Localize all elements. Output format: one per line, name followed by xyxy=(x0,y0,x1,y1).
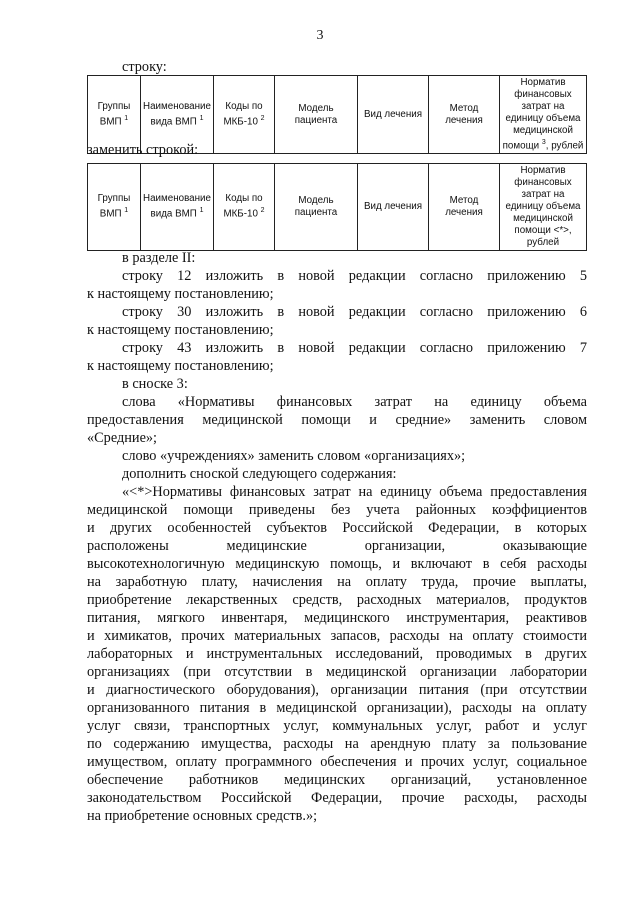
col-vmp-name: Наименование вида ВМП $^1$ xyxy=(141,164,214,251)
page-number: 3 xyxy=(316,28,324,43)
intro-line-2: заменить строкой: xyxy=(87,142,199,158)
body-line: обеспечение работников медицинских организаций, установленное xyxy=(87,772,587,788)
body-line: в сноске 3: xyxy=(122,376,188,392)
body-line: и химикатов, прочих материальных запасов, расходы на оплату стоимости xyxy=(87,628,587,644)
col-patient-model: Модель пациента xyxy=(275,76,358,154)
col-mkb-codes: Коды по МКБ-10 $^2$ xyxy=(214,76,275,154)
body-line: в разделе II: xyxy=(122,250,196,266)
col-groups: Группы ВМП $^1$ xyxy=(88,76,141,154)
body-line: дополнить сноской следующего содержания: xyxy=(122,466,397,482)
header-table-replacement xyxy=(87,163,587,251)
body-line: приобретение лекарственных средств, расходных материалов, продуктов xyxy=(87,592,587,608)
col-groups: Группы ВМП $^1$ xyxy=(88,164,141,251)
body-line: законодательством Российской Федерации, прочие расходы, расходы xyxy=(87,790,587,806)
body-line: имуществом, оплату программного обеспечения и прочих услуг, социальное xyxy=(87,754,587,770)
body-line: на заработную плату, начисления на оплату труда, прочие выплаты, xyxy=(87,574,587,590)
body-line: «Средние»; xyxy=(87,430,158,446)
body-line: расположены медицинские организации, оказывающие xyxy=(87,538,587,554)
body-line: питания, мягкого инвентаря, медицинского инструментария, реактивов xyxy=(87,610,587,626)
body-line: высокотехнологичную медицинскую помощь, и включают в себя расходы xyxy=(87,556,587,572)
body-line: слово «учреждениях» заменить словом «организациях»; xyxy=(122,448,466,464)
col-cost-standard: Норматив финансовых затрат на единицу объема медицинской помощи $^3$, рублей xyxy=(500,76,587,154)
col-treatment-type: Вид лечения xyxy=(358,76,429,154)
body-line: строку 30 изложить в новой редакции согласно приложению 6 xyxy=(122,304,587,320)
body-line: по содержанию имущества, расходы на арендную плату за пользование xyxy=(87,736,587,752)
col-mkb-codes: Коды по МКБ-10 $^2$ xyxy=(214,164,275,251)
col-vmp-name: Наименование вида ВМП $^1$ xyxy=(141,76,214,154)
body-line: к настоящему постановлению; xyxy=(87,322,274,338)
body-line: строку 43 изложить в новой редакции согласно приложению 7 xyxy=(122,340,587,356)
col-patient-model: Модель пациента xyxy=(275,164,358,251)
body-line: строку 12 изложить в новой редакции согласно приложению 5 xyxy=(122,268,587,284)
intro-line-1: строку: xyxy=(122,59,167,75)
body-line: слова «Нормативы финансовых затрат на единицу объема xyxy=(122,394,587,410)
col-cost-standard: Норматив финансовых затрат на единицу объема медицинской помощи <*>, рублей xyxy=(500,164,587,251)
body-line: услуг связи, транспортных услуг, коммунальных услуг, работ и услуг xyxy=(87,718,587,734)
col-treatment-method: Метод лечения xyxy=(429,76,500,154)
body-line: организованного питания в медицинской организации), расходы на оплату xyxy=(87,700,587,716)
body-line: к настоящему постановлению; xyxy=(87,358,274,374)
body-line: к настоящему постановлению; xyxy=(87,286,274,302)
body-line: и других особенностей субъектов Российской Федерации, в которых xyxy=(87,520,587,536)
body-line: и диагностического оборудования), организации питания (при отсутствии xyxy=(87,682,587,698)
body-line: предоставления медицинской помощи и средние» заменить словом xyxy=(87,412,587,428)
body-line: «<*>Нормативы финансовых затрат на единицу объема предоставления xyxy=(122,484,587,500)
body-line: организациях (при отсутствии в медицинской организации лаборатории xyxy=(87,664,587,680)
col-treatment-method: Метод лечения xyxy=(429,164,500,251)
body-line: лабораторных и инструментальных исследований, проводимых в других xyxy=(87,646,587,662)
body-line: на приобретение основных средств.»; xyxy=(87,808,318,824)
col-treatment-type: Вид лечения xyxy=(358,164,429,251)
body-line: медицинской помощи приведены без учета районных коэффициентов xyxy=(87,502,587,518)
